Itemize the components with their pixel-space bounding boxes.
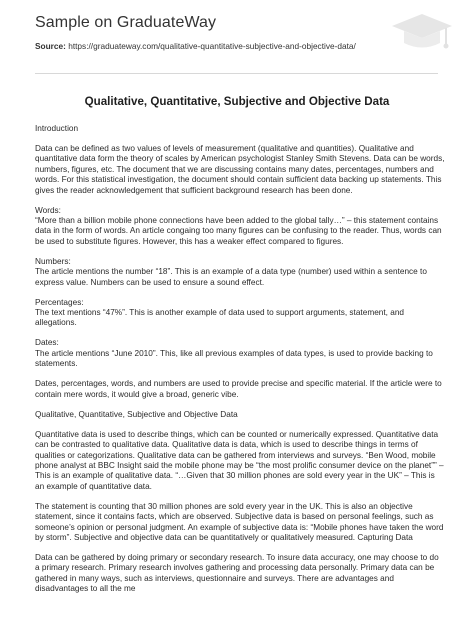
section-heading: Qualitative, Quantitative, Subjective and Objective Data — [35, 409, 238, 419]
graduation-cap-icon — [390, 8, 454, 56]
intro-heading: Introduction — [35, 124, 79, 133]
quantitative-paragraph: Quantitative data is used to describe things, which can be counted or numerically expressed. Quantitative data can be contrasted to qualitative data. Qualitative data is data, which is used to describe things in terms of qualities or categorizations. Qualitative data can be gathered from interviews and surveys. “Ben Wood, mobile phone analyst at BBC Insight said the mobile phone may be “the most prolific consumer device on the planet”” – This is an example of qualitative data. “…Given that 30 million phones are sold every year in the UK” – This is an example of quantitative data. — [35, 429, 444, 491]
intro-paragraph: Data can be defined as two values of levels of measurement (qualitative and quantities). Qualitative and quantitative data form the theory of scales by American psychologist Stanley Smith Stevens. Data can be words, numbers, figures, etc. The document that we are discussing contains many dates, percentages, numbers and words. For this statistical investigation, the document should contain sufficient data backing up statements. This gives the reader acknowledgement that sufficient background research has been done. — [35, 144, 445, 195]
percentages-paragraph: The text mentions “47%”. This is another example of data used to support arguments, statement, and allegations. — [35, 308, 405, 328]
document-body — [35, 124, 445, 604]
words-paragraph: “More than a billion mobile phone connections have been added to the global tally…” – this statement contains data in the form of words. An article congaing too many figures can be confusing to the reader. Thus, words can be used to substitute figures. However, this has a weaker effect compared to figures. — [35, 216, 442, 246]
numbers-heading: Numbers: — [35, 256, 71, 266]
summary-paragraph: Dates, percentages, words, and numbers are used to provide precise and specific material. If the article were to contain mere words, it would give a broad, generic vibe. — [35, 379, 442, 399]
source-label: Source: — [35, 41, 66, 51]
source-link[interactable]: https://graduateway.com/qualitative-quantitative-subjective-and-objective-data/ — [68, 41, 356, 51]
site-title: Sample on GraduateWay — [35, 14, 217, 31]
dates-paragraph: The article mentions “June 2010”. This, like all previous examples of data types, is used to provide backing to statements. — [35, 348, 433, 369]
header-divider — [35, 73, 438, 74]
words-heading: Words: — [35, 205, 61, 215]
page-title: Qualitative, Quantitative, Subjective and Objective Data — [84, 95, 390, 108]
page-header — [35, 14, 445, 51]
gathering-paragraph: Data can be gathered by doing primary or secondary research. To insure data accuracy, one may choose to do a primary research. Primary research involves gathering and processing data personally. Primary data can be gathered in many ways, such as interviews, questionnaire and surveys. There are advantages and disadvantages to all the me — [35, 552, 439, 594]
source-line — [35, 41, 445, 51]
objective-paragraph: The statement is counting that 30 million phones are sold every year in the UK. This is also an objective statement, since it contains facts, which are observed. Subjective data is based on personal feelings, such as someone’s opinion or personal judgment. An example of subjective data is: “Mobile phones have taken the word by storm”. Subjective and objective data can be quantitatively or qualitatively measured. Capturing Data — [35, 501, 444, 542]
dates-heading: Dates: — [35, 338, 59, 348]
percentages-heading: Percentages: — [35, 297, 84, 307]
numbers-paragraph: The article mentions the number “18”. This is an example of a data type (number) used within a sentence to express value. Numbers can be used to ensure a sound effect. — [35, 267, 427, 287]
